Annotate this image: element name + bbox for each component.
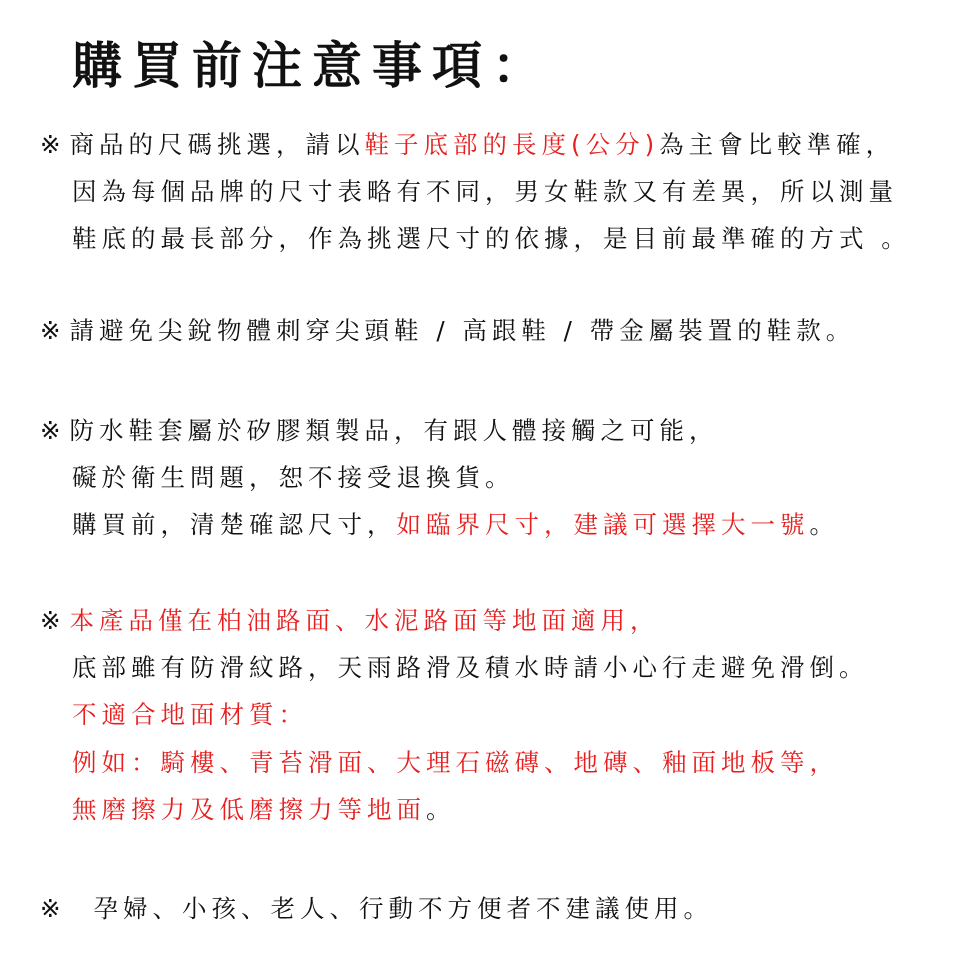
surface-note-line-2: 底部雖有防滑紋路，天雨路滑及積水時請小心行走避免滑倒。 [72,653,869,682]
size-note-line-3: 鞋底的最長部分，作為挑選尺寸的依據，是目前最準確的方式 。 [72,224,911,253]
surface-note-highlight-5: 無磨擦力及低磨擦力等地面 [72,795,426,824]
note-marker: ※ [40,894,66,923]
cover-note-highlight: 如臨界尺寸，建議可選擇大一號 [396,510,810,539]
surface-note-highlight-1: 本產品僅在柏油路面、水泥路面等地面適用， [69,606,660,635]
size-note-highlight: 鞋子底部的長度(公分) [364,130,660,159]
size-note-text-1b: 為主會比較準確， [659,130,896,159]
cover-note-text-1: 防水鞋套屬於矽膠類製品，有跟人體接觸之可能， [69,416,719,445]
note-marker: ※ [40,416,66,445]
avoid-note [40,314,855,348]
surface-note-line-5 [72,793,456,827]
cover-note-text-3b: 。 [809,510,839,539]
cover-note-line-2: 礙於衛生問題，恕不接受退換貨。 [72,463,515,492]
avoid-note-text: 請避免尖銳物體刺穿尖頭鞋 / 高跟鞋 / 帶金屬裝置的鞋款。 [69,316,856,345]
surface-note-line-1 [40,604,660,638]
note-marker: ※ [40,130,66,159]
size-note-line-2: 因為每個品牌的尺寸表略有不同，男女鞋款又有差異，所以測量 [72,177,898,206]
warning-note-text: 孕婦、小孩、老人、行動不方便者不建議使用。 [93,894,714,923]
cover-note-line-3 [72,508,839,542]
surface-note-line-3: 不適合地面材質： [72,700,308,729]
size-note-text-1a: 商品的尺碼挑選，請以 [69,130,365,159]
cover-note-line-1 [40,414,719,448]
surface-note-text-5: 。 [426,795,456,824]
cover-note-text-3a: 購買前，清楚確認尺寸， [72,510,397,539]
note-marker: ※ [40,606,66,635]
warning-note [40,892,713,926]
surface-note-line-4: 例如：騎樓、青苔滑面、大理石磁磚、地磚、釉面地板等， [72,748,839,777]
size-note-line-1 [40,128,895,162]
note-marker: ※ [40,316,66,345]
page-title: 購買前注意事項： [72,37,552,95]
